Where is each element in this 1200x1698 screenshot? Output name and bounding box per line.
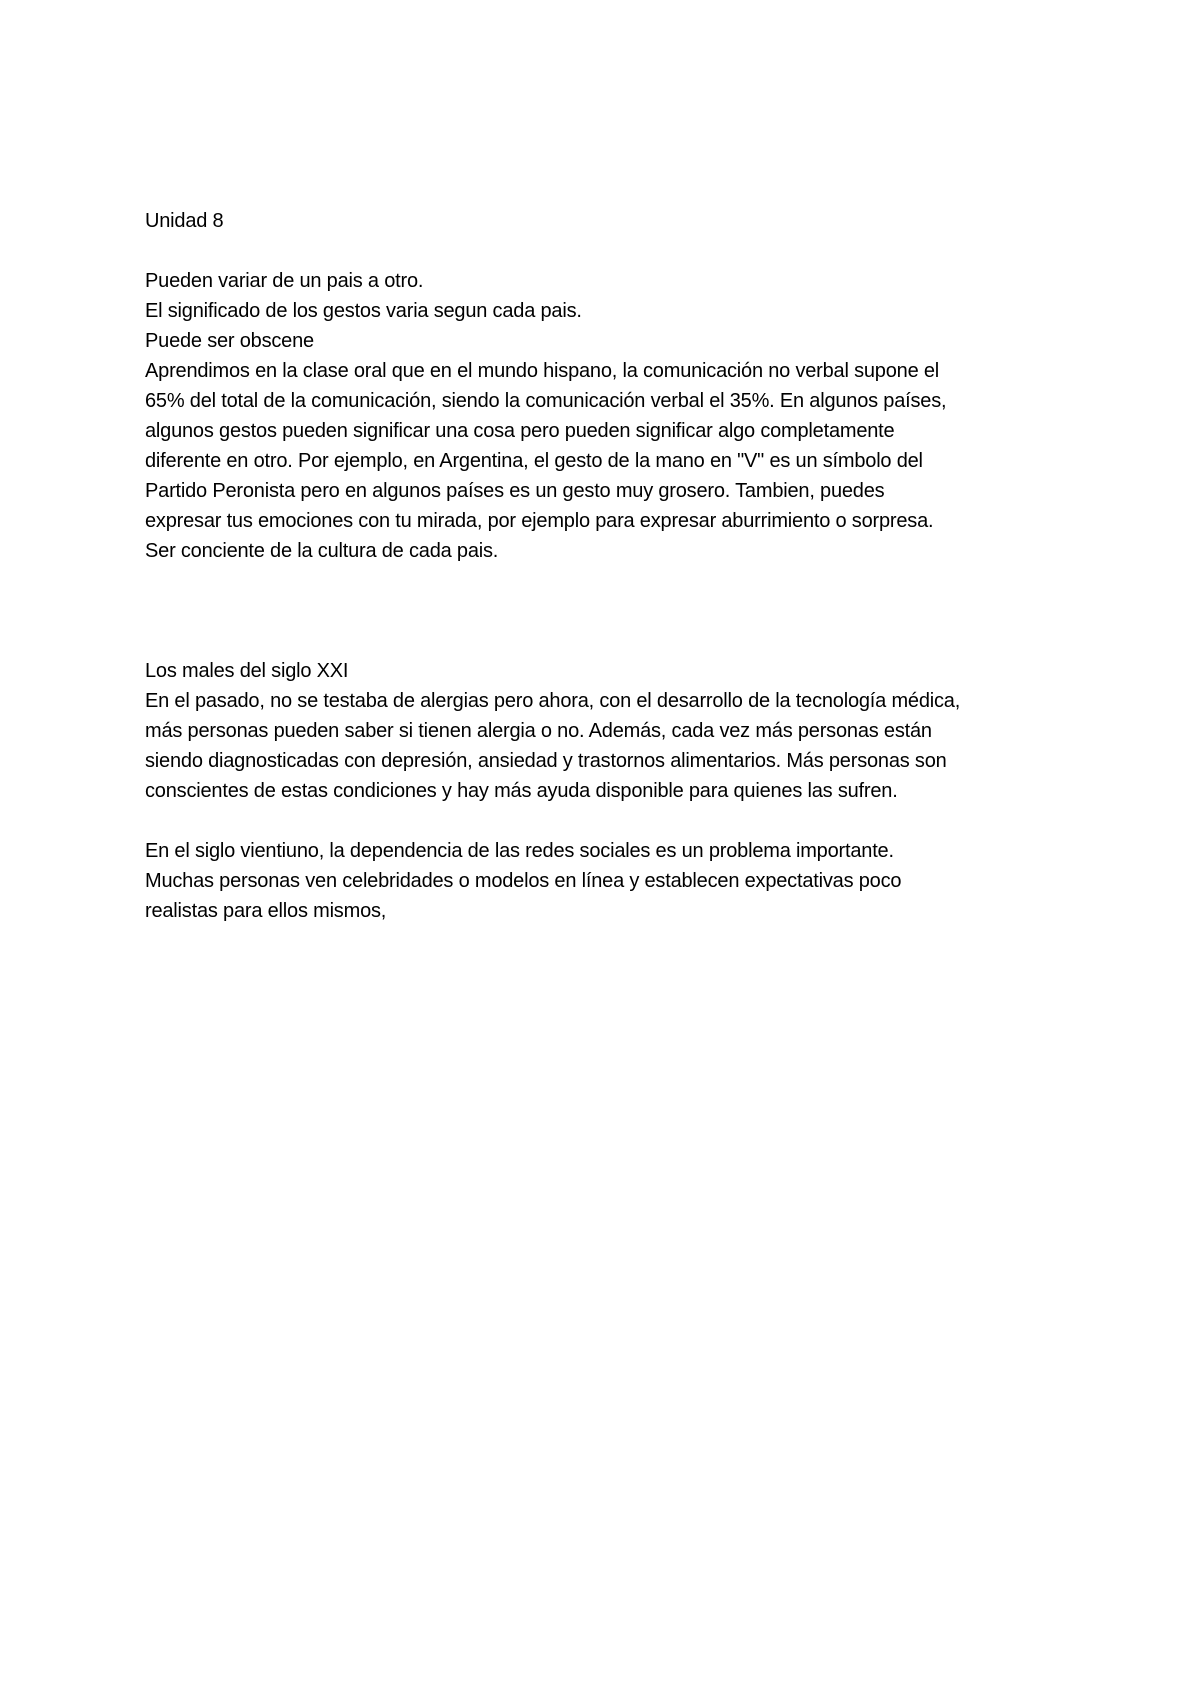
text-line: Muchas personas ven celebridades o modelos en línea y establecen expectativas poco	[145, 870, 902, 892]
text-line: 65% del total de la comunicación, siendo la comunicación verbal el 35%. En algunos países,	[145, 390, 947, 412]
text-line: El significado de los gestos varia segun cada pais.	[145, 300, 582, 322]
text-line: siendo diagnosticadas con depresión, ansiedad y trastornos alimentarios. Más personas son	[145, 750, 947, 772]
blank-line	[145, 806, 1085, 836]
blank-lines	[145, 566, 1085, 656]
text-line: Pueden variar de un pais a otro.	[145, 270, 424, 292]
section-males-siglo	[145, 656, 1085, 926]
text-line: En el pasado, no se testaba de alergias pero ahora, con el desarrollo de la tecnología médica,	[145, 690, 961, 712]
text-line: Puede ser obscene	[145, 330, 314, 352]
text-line: Aprendimos en la clase oral que en el mundo hispano, la comunicación no verbal supone el	[145, 360, 940, 382]
text-line: más personas pueden saber si tienen alergia o no. Además, cada vez más personas están	[145, 720, 932, 742]
text-line: Ser conciente de la cultura de cada pais.	[145, 540, 499, 562]
text-line: diferente en otro. Por ejemplo, en Argentina, el gesto de la mano en "V" es un símbolo del	[145, 450, 923, 472]
text-line: expresar tus emociones con tu mirada, por ejemplo para expresar aburrimiento o sorpresa.	[145, 510, 934, 532]
text-line: realistas para ellos mismos,	[145, 900, 387, 922]
document-body	[145, 206, 1085, 926]
text-line: algunos gestos pueden significar una cosa pero pueden significar algo completamente	[145, 420, 895, 442]
section-title: Los males del siglo XXI	[145, 660, 349, 682]
text-line: Partido Peronista pero en algunos países es un gesto muy grosero. Tambien, puedes	[145, 480, 885, 502]
section-gestures	[145, 266, 1085, 566]
document-heading: Unidad 8	[145, 210, 224, 232]
text-line: En el siglo vientiuno, la dependencia de las redes sociales es un problema importante.	[145, 840, 894, 862]
text-line: conscientes de estas condiciones y hay más ayuda disponible para quienes las sufren.	[145, 780, 898, 802]
blank-line	[145, 236, 1085, 266]
